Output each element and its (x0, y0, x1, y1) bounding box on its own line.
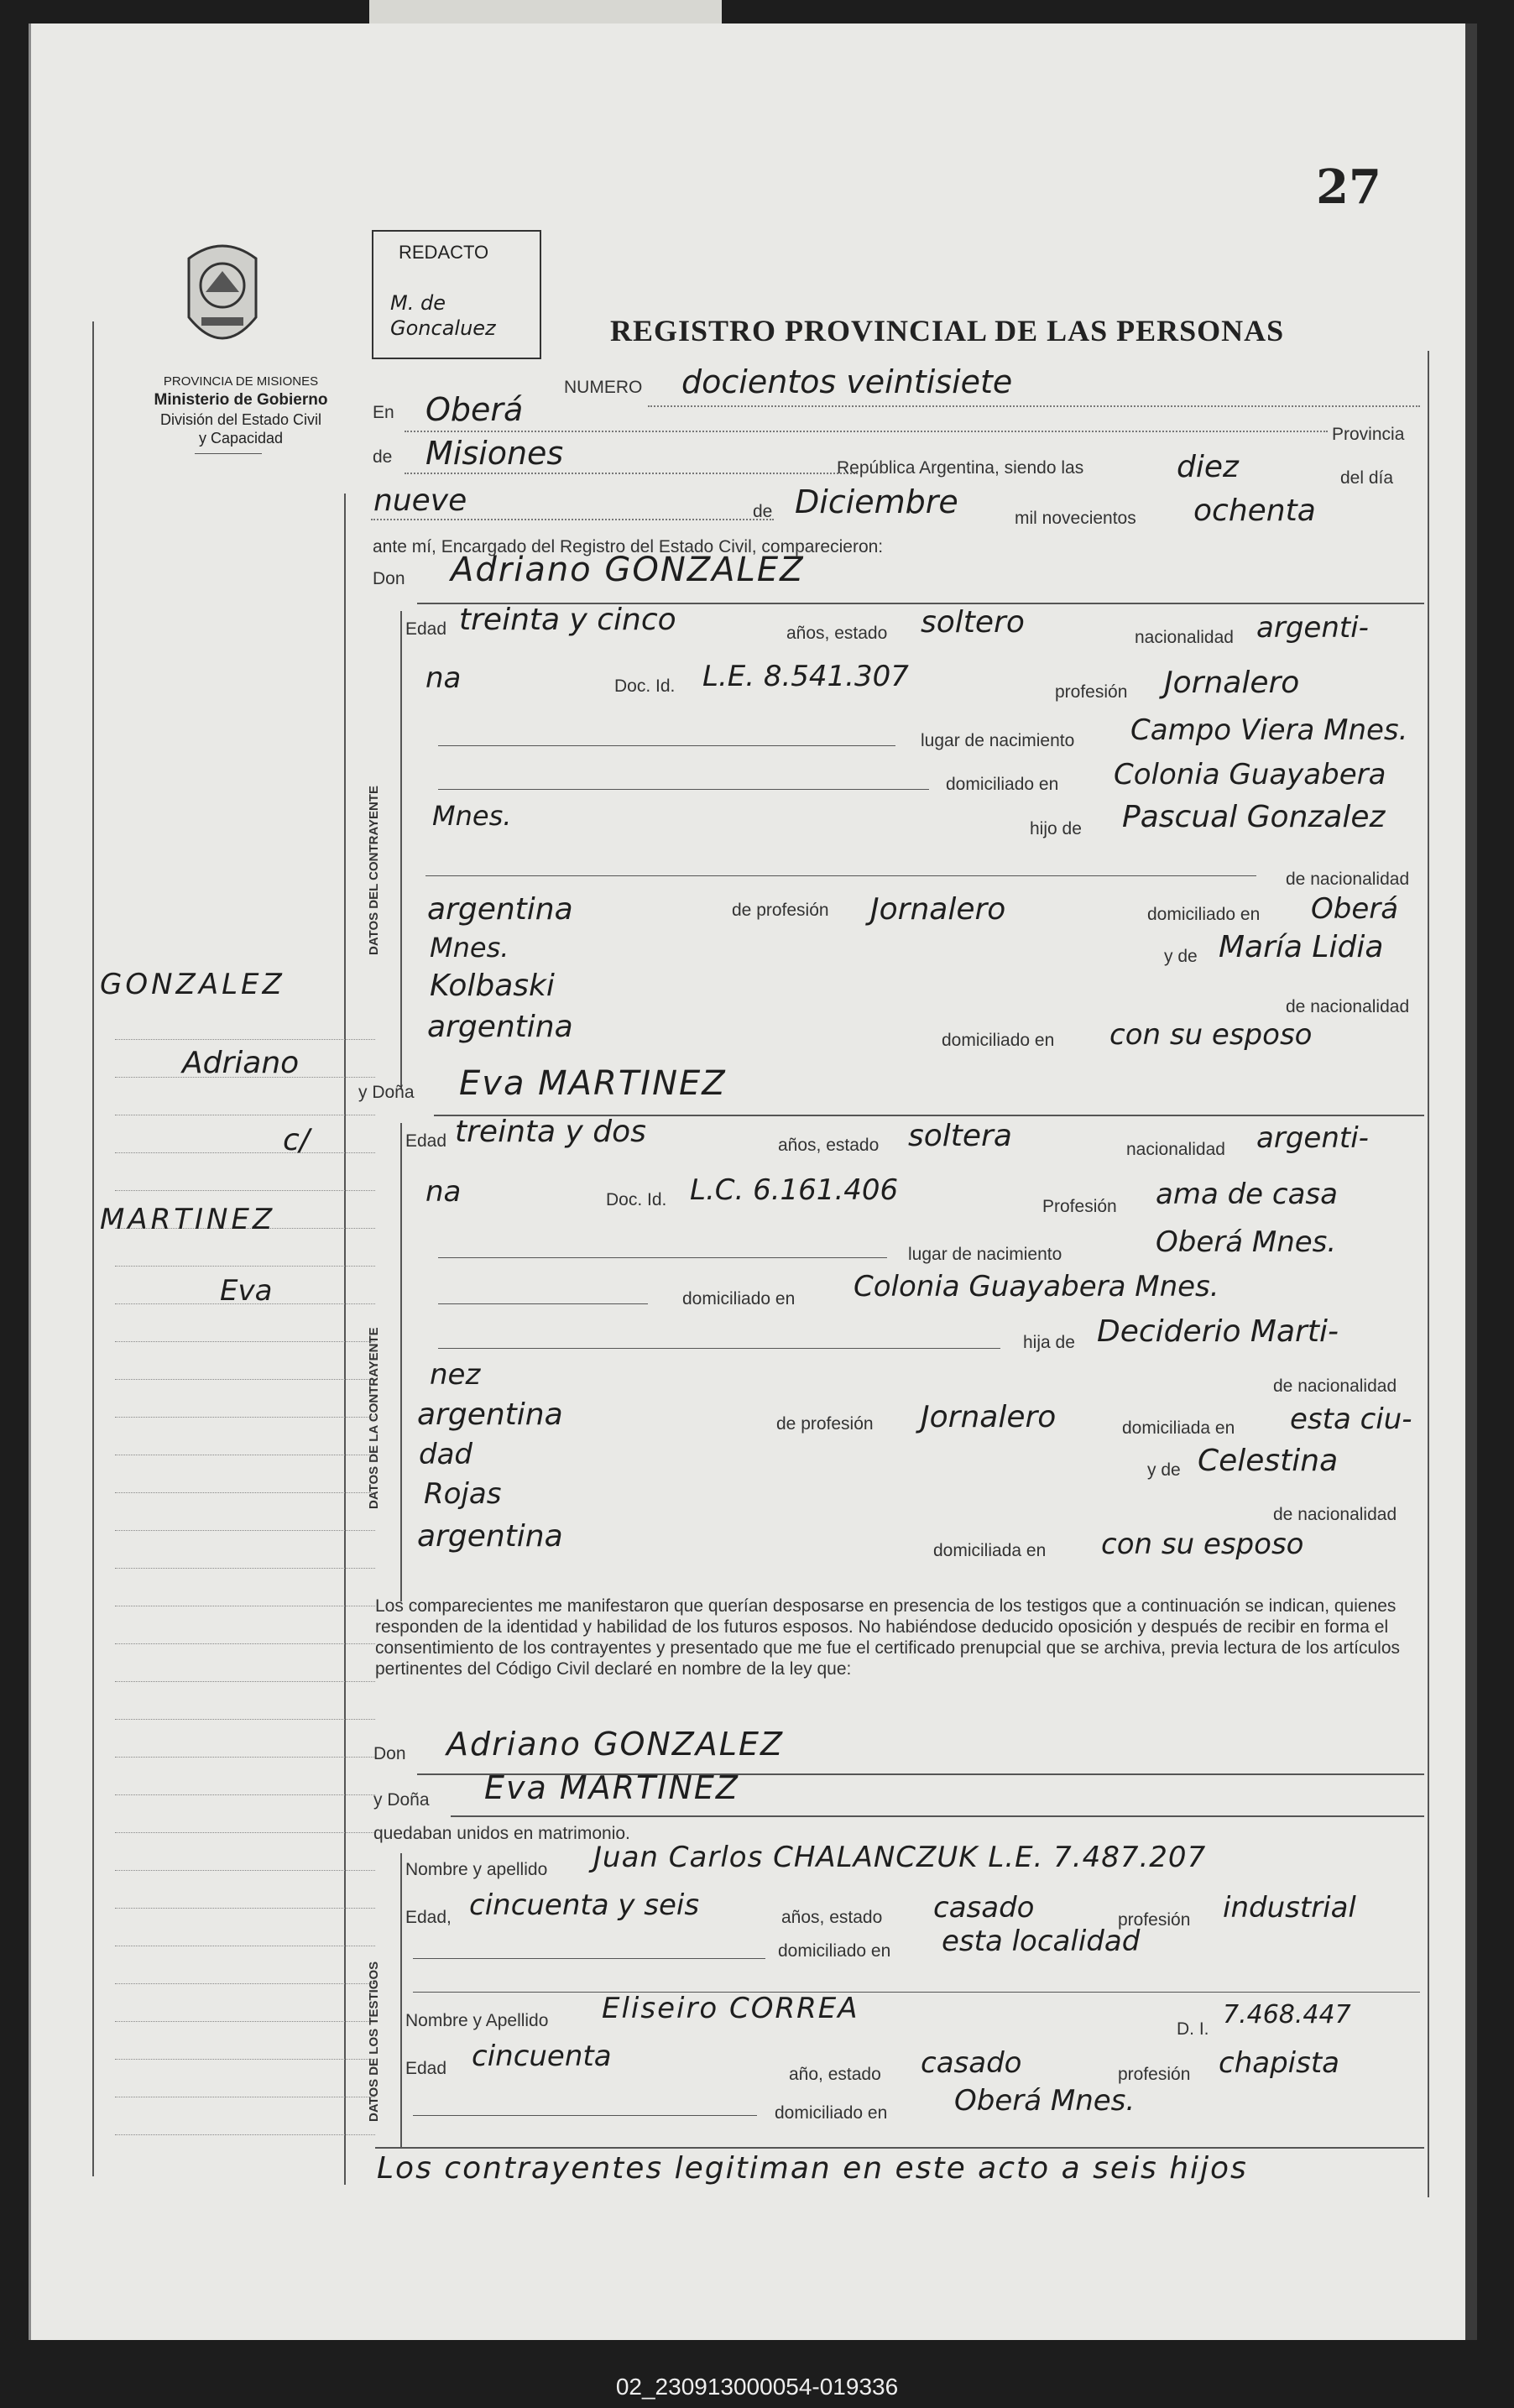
w1-prof-label: profesión (1118, 1910, 1191, 1930)
bride-domicilio: Colonia Guayabera Mnes. (854, 1270, 1219, 1303)
yde-label: y de (1164, 947, 1198, 966)
groom-section-label: DATOS DEL CONTRAYENTE (367, 786, 381, 955)
groom-lugar: Campo Viera Mnes. (1130, 713, 1408, 747)
bride-lugar-label: lugar de nacimiento (908, 1245, 1062, 1264)
bride-section-label: DATOS DE LA CONTRAYENTE (367, 1327, 381, 1509)
bride-edad-label: Edad (405, 1131, 447, 1151)
bride-dom2-label: domiciliada en (1122, 1418, 1235, 1438)
de2-label: de (753, 502, 773, 521)
division-line-2: y Capacidad (198, 430, 284, 447)
bride-de-prof-label: de profesión (776, 1414, 874, 1434)
witness-end-line (375, 2147, 1424, 2149)
groom-padre: Pascual Gonzalez (1122, 800, 1386, 834)
bride-estado: soltera (908, 1119, 1012, 1153)
bride-anos-label: años, estado (778, 1136, 880, 1155)
numero-value: docientos veintisiete (681, 363, 1013, 400)
bride-madre2: Rojas (424, 1477, 502, 1511)
lugar-label: lugar de nacimiento (921, 731, 1075, 750)
w2-di-label: D. I. (1177, 2019, 1209, 2039)
dom-label: domiciliado en (946, 775, 1059, 794)
anos-label: años, estado (786, 624, 888, 643)
w1-dom-label: domiciliado en (778, 1941, 891, 1961)
w2-estado: casado (921, 2046, 1022, 2080)
divider (195, 453, 262, 454)
w1-name: Juan Carlos CHALANCZUK L.E. 7.487.207 (593, 1841, 1207, 1874)
bride-profesion: ama de casa (1156, 1178, 1338, 1211)
w1-dom: esta localidad (942, 1925, 1141, 1958)
bride-bracket (400, 1123, 402, 1601)
margin-surname-groom: GONZALEZ (100, 968, 285, 1001)
bride-de-nac2-label: de nacionalidad (1273, 1505, 1397, 1524)
numero-label: NUMERO (564, 378, 643, 397)
redacto-label: REDACTO (399, 242, 489, 263)
w2-name-label: Nombre y Apellido (405, 2011, 549, 2030)
bride-lugar: Oberá Mnes. (1156, 1225, 1337, 1259)
bride-dom3-label: domiciliada en (933, 1541, 1047, 1560)
bride-padre-dom2: dad (419, 1438, 472, 1471)
decl-dona-label: y Doña (373, 1790, 430, 1810)
padre-nac-line (425, 875, 1256, 876)
groom-estado: soltero (921, 605, 1025, 640)
lugar-line (438, 745, 895, 746)
groom-name: Adriano GONZALEZ (451, 551, 805, 589)
decl-dona: Eva MARTINEZ (484, 1769, 739, 1806)
w1-anos-label: años, estado (781, 1908, 883, 1927)
decl-don: Adriano GONZALEZ (446, 1726, 785, 1763)
page-number: 27 (1316, 159, 1381, 215)
bride-padre: Deciderio Marti- (1097, 1314, 1339, 1349)
bride-prof-label: Profesión (1042, 1197, 1117, 1216)
provincia-value: Misiones (425, 435, 564, 472)
bride-de-nac-label: de nacionalidad (1273, 1376, 1397, 1396)
margin-rule-right (344, 494, 346, 2185)
decl-dona-line (451, 1815, 1424, 1817)
bride-doc-label: Doc. Id. (606, 1190, 667, 1209)
groom-madre: María Lidia (1219, 930, 1384, 964)
bride-name: Eva MARTINEZ (459, 1064, 727, 1103)
w1-prof: industrial (1223, 1891, 1356, 1925)
image-caption: 02_230913000054-019336 (615, 2374, 899, 2400)
bride-dom-label: domiciliado en (682, 1289, 796, 1308)
provincia-label: Provincia (1332, 425, 1405, 444)
groom-doc: L.E. 8.541.307 (702, 660, 909, 693)
en-line (405, 431, 1328, 432)
declaration-text: Los comparecientes me manifestaron que querían desposarse en presencia de los testigos que a continuación se indican, quienes responden de la identidad y habilidad de los futuros esposos. No habiéndose deducido oposición y después de recibir en forma el consentimiento de los contrayentes y presentado que me fue el certificado prenupcial que se archiva, previa lectura de los artículos pertinentes del Código Civil declaré en nombre de la ley que: (375, 1596, 1401, 1679)
previous-page-edge (369, 0, 722, 25)
doc-label: Doc. Id. (614, 676, 676, 696)
groom-padre-nac: argentina (427, 892, 573, 927)
en-value: Oberá (425, 391, 524, 428)
witness-section-label: DATOS DE LOS TESTIGOS (367, 1961, 381, 2122)
bride-nac2: na (425, 1175, 462, 1209)
bride-yde-label: y de (1147, 1460, 1181, 1480)
w2-prof: chapista (1219, 2046, 1339, 2080)
bride-madre-dom: con su esposo (1101, 1528, 1304, 1561)
witness-bracket (400, 1853, 402, 2147)
bride-dom-line (438, 1303, 648, 1304)
republica-label: República Argentina, siendo las (837, 458, 1084, 478)
groom-profesion: Jornalero (1164, 666, 1300, 700)
w2-dom-label: domiciliado en (775, 2103, 888, 2123)
mes-value: Diciembre (795, 483, 958, 520)
groom-nac1: argenti- (1256, 611, 1369, 645)
de-nac-label: de nacionalidad (1286, 870, 1410, 889)
groom-domicilio: Colonia Guayabera (1114, 758, 1386, 791)
bride-padre2: nez (430, 1358, 481, 1392)
form-rule-right (1428, 351, 1429, 2197)
groom-edad: treinta y cinco (459, 603, 676, 637)
w2-edad-label: Edad (405, 2059, 447, 2078)
de-label: de (373, 447, 393, 467)
w1-dom-line (413, 1958, 765, 1959)
margin-name-groom: Adriano (182, 1046, 300, 1080)
hija-label: hija de (1023, 1333, 1075, 1352)
en-label: En (373, 403, 394, 422)
redacto-signature: M. de Goncaluez (390, 291, 496, 340)
w2-anos-label: año, estado (789, 2065, 881, 2084)
groom-padre-dom2: Mnes. (430, 932, 509, 964)
footnote: Los contrayentes legitiman en este acto a seis hijos (377, 2151, 1248, 2186)
w2-prof-label: profesión (1118, 2065, 1191, 2084)
bride-lugar-line (438, 1257, 887, 1258)
groom-bracket (400, 611, 402, 1089)
anio-value: ochenta (1193, 494, 1316, 528)
groom-padre-prof: Jornalero (870, 892, 1006, 927)
unidos-text: quedaban unidos en matrimonio. (373, 1824, 630, 1843)
bride-nac1: argenti- (1256, 1121, 1369, 1155)
bride-edad: treinta y dos (455, 1115, 646, 1149)
w1-name-label: Nombre y apellido (405, 1860, 548, 1879)
margin-surname-bride: MARTINEZ (100, 1203, 276, 1236)
bride-doc: L.C. 6.161.406 (690, 1173, 899, 1207)
ministry-line: Ministerio de Gobierno (154, 391, 328, 409)
provincia-line (405, 473, 858, 474)
ante-label: ante mí, Encargado del Registro del Estado Civil, comparecieron: (373, 537, 884, 556)
de-prof-label: de profesión (732, 901, 829, 920)
bride-hija-line (438, 1348, 1000, 1349)
register-page (29, 24, 1477, 2340)
w2-dom-line (413, 2115, 757, 2116)
prof-label: profesión (1055, 682, 1128, 702)
bride-padre-dom: esta ciu- (1290, 1402, 1412, 1436)
groom-madre-nac: argentina (427, 1010, 573, 1044)
hora-value: diez (1177, 450, 1239, 484)
numero-line (648, 405, 1420, 407)
hijo-label: hijo de (1030, 819, 1082, 838)
de-nac2-label: de nacionalidad (1286, 997, 1410, 1016)
edad-label: Edad (405, 619, 447, 639)
decl-don-label: Don (373, 1744, 406, 1763)
document-title: REGISTRO PROVINCIAL DE LAS PERSONAS (610, 314, 1285, 347)
mil-label: mil novecientos (1015, 509, 1136, 528)
w2-edad: cincuenta (472, 2040, 612, 2073)
division-line: División del Estado Civil (159, 411, 322, 428)
del-dia-label: del día (1340, 468, 1394, 488)
provincial-seal-icon (172, 233, 273, 359)
bride-padre-prof: Jornalero (921, 1400, 1057, 1434)
dona-label: y Doña (358, 1083, 415, 1102)
bride-padre-nac: argentina (417, 1397, 563, 1432)
nac-label: nacionalidad (1135, 628, 1234, 647)
dia-line (371, 519, 774, 520)
w1-edad-label: Edad, (405, 1908, 452, 1927)
dia-value: nueve (373, 483, 467, 518)
bride-nac-label: nacionalidad (1126, 1140, 1225, 1159)
groom-madre2: Kolbaski (430, 969, 555, 1003)
don-label: Don (373, 569, 405, 588)
bride-madre-nac: argentina (417, 1519, 563, 1554)
groom-nac2: na (425, 661, 462, 695)
w2-name: Eliseiro CORREA (602, 1992, 859, 2025)
w2-dom: Oberá Mnes. (954, 2084, 1136, 2118)
w1-end-line (413, 1992, 1420, 1993)
w2-di: 7.468.447 (1223, 2000, 1351, 2029)
province-line: PROVINCIA DE MISIONES (163, 374, 319, 389)
groom-padre-dom: Oberá (1311, 892, 1399, 926)
margin-conjunction: c/ (283, 1123, 310, 1157)
dom3-label: domiciliado en (942, 1031, 1055, 1050)
margin-rule (92, 321, 94, 2176)
bride-madre: Celestina (1198, 1444, 1339, 1478)
redacto-box (372, 230, 541, 359)
groom-madre-dom: con su esposo (1109, 1018, 1313, 1052)
groom-domicilio2: Mnes. (432, 800, 512, 832)
w1-edad: cincuenta y seis (469, 1888, 700, 1922)
domicilio-line (438, 789, 929, 790)
w1-estado: casado (933, 1891, 1035, 1925)
dom2-label: domiciliado en (1147, 905, 1261, 924)
margin-name-bride: Eva (220, 1274, 273, 1308)
